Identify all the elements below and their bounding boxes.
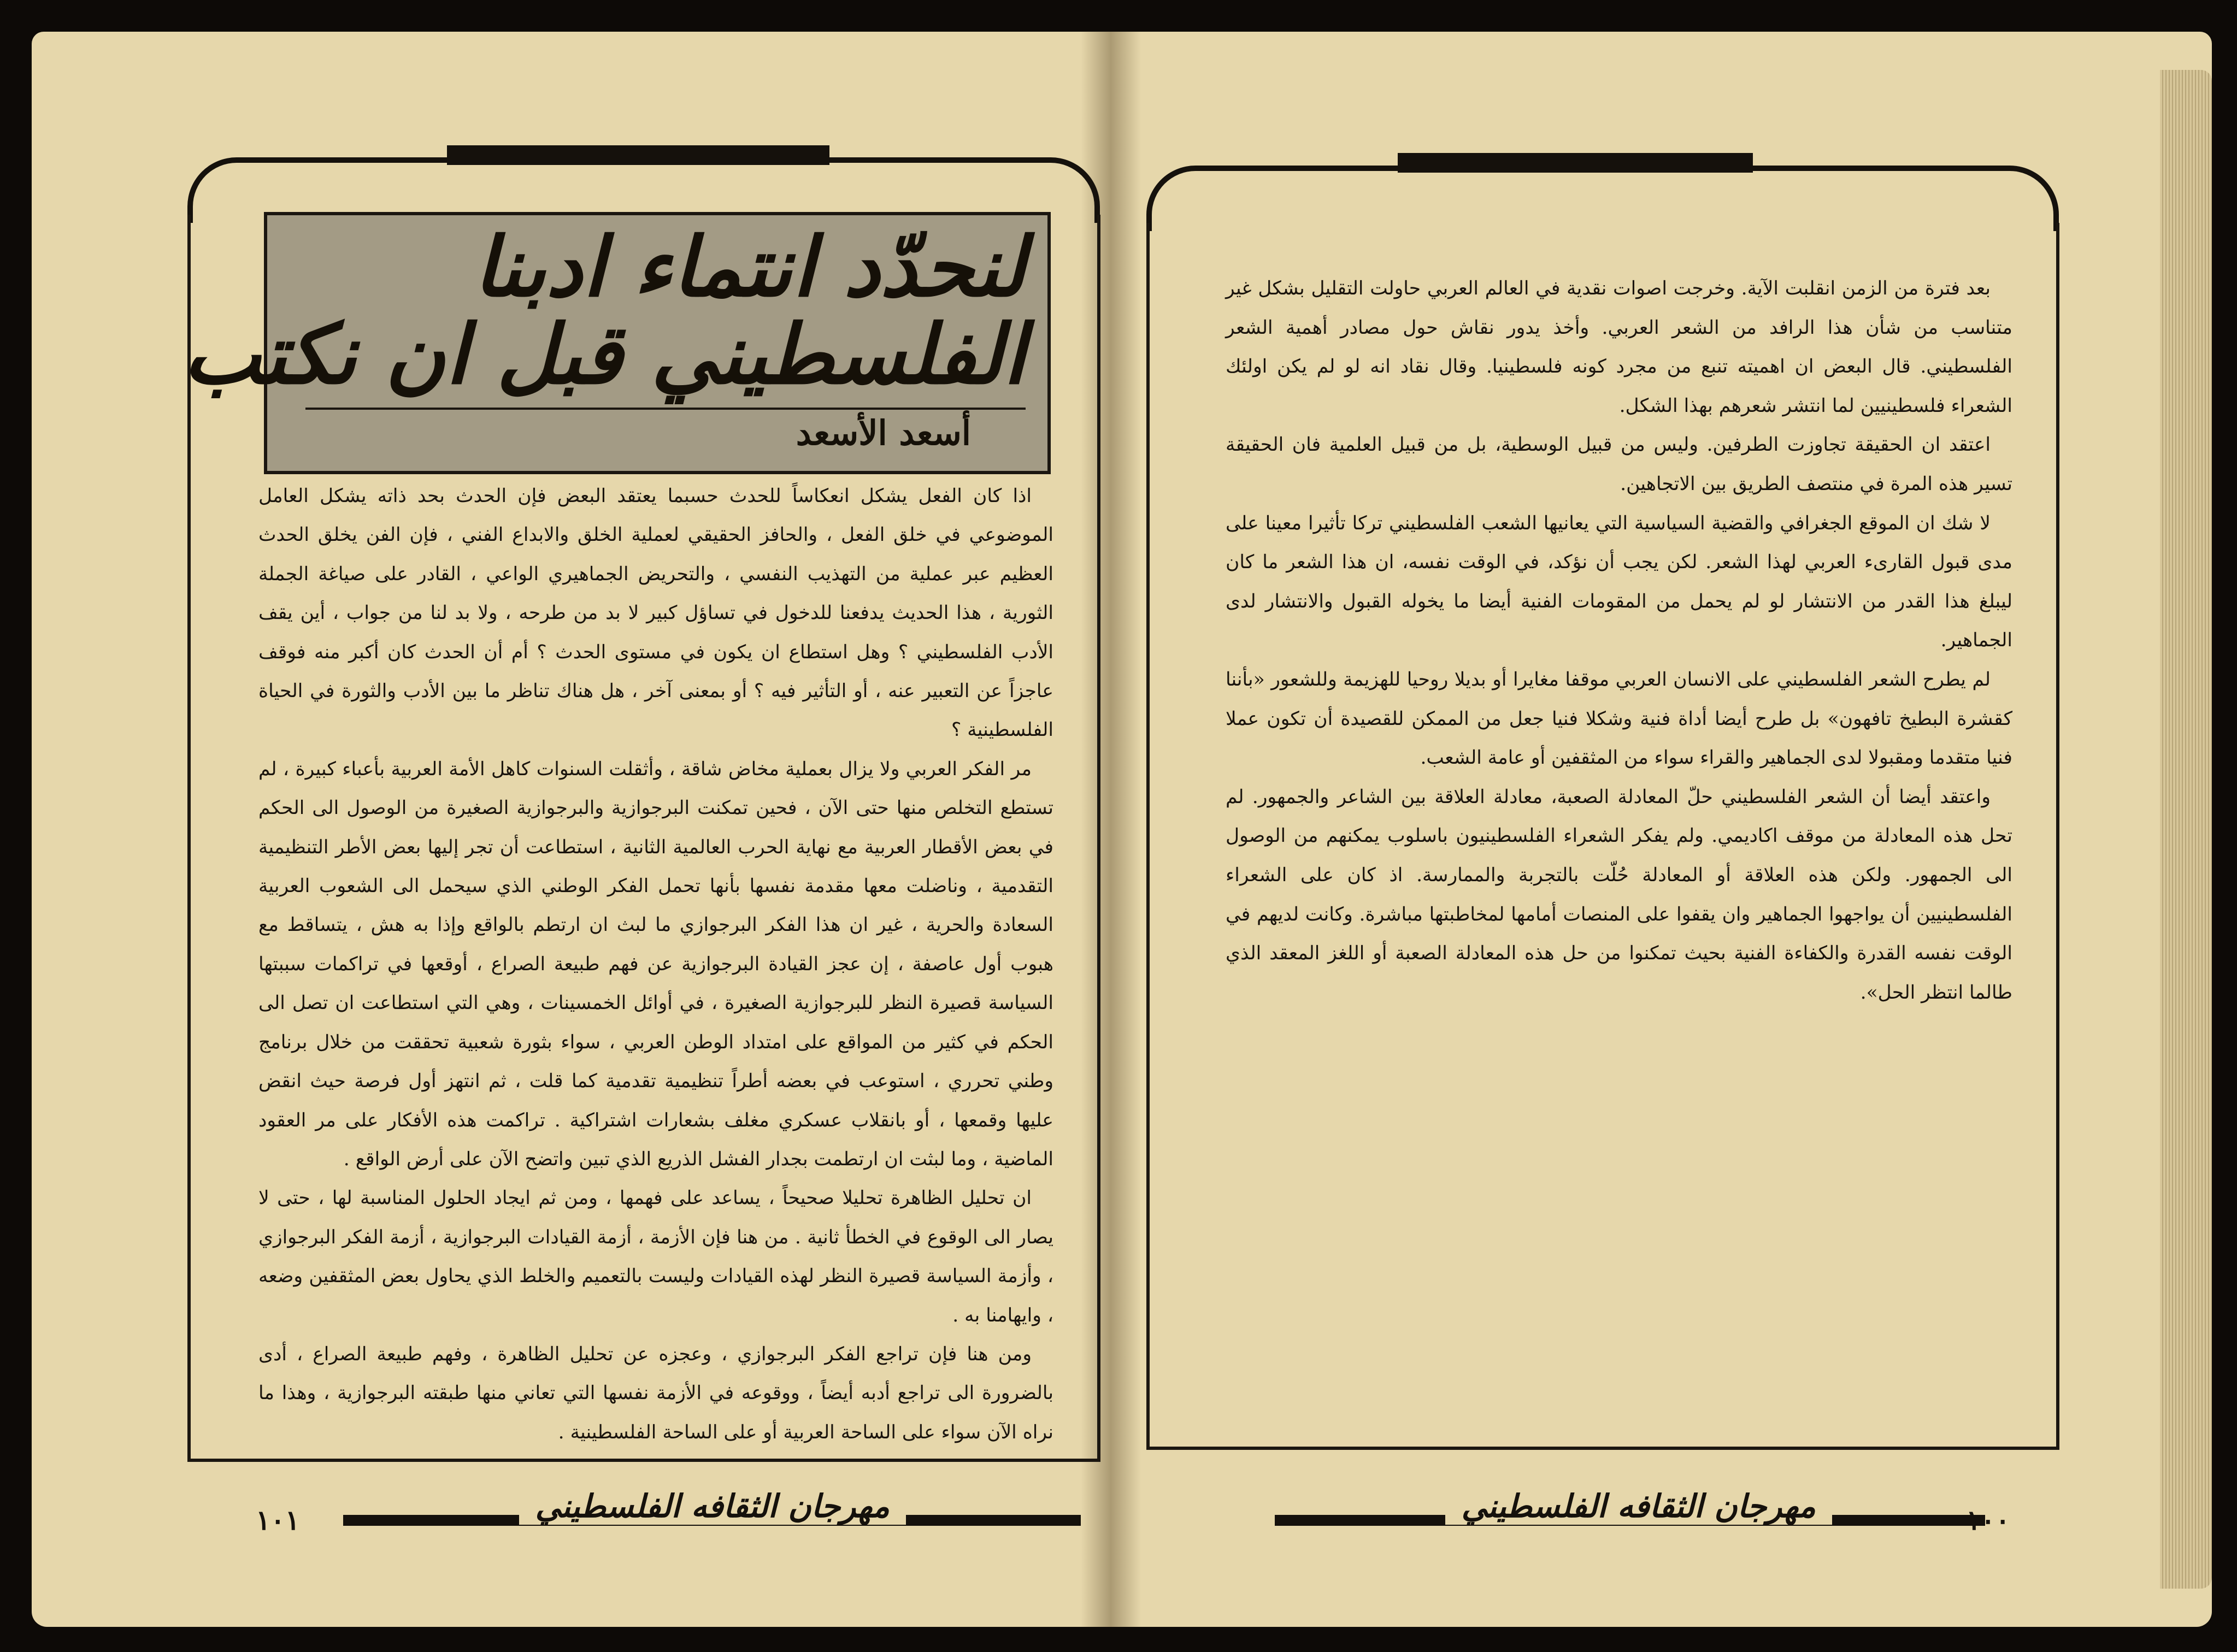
footer-festival-name: مهرجان الثقافه الفلسطيني [519,1488,906,1525]
left-paragraph: مر الفكر العربي ولا يزال بعملية مخاض شاقة ، وأثقلت السنوات كاهل الأمة العربية بأعباء كبيرة ، لم تستطع التخلص منها حتى الآن ، فحين تمكنت البرجوازية والبرجوازية الصغيرة من الوصول الى الحكم في بعض الأقطار العربية مع نهاية الحرب العالمية الثانية ، استطاعت أن تجر إليها بعض الأطر التنظيمية التقدمية ، وناضلت معها مقدمة نفسها بأنها تحمل الفكر الوطني الذي سيحمل الى الشعوب العربية السعادة والحرية ، غير ان هذا الفكر البرجوازي ما لبث ان ارتطم بالواقع وإذا به هش ، يتساقط مع هبوب أول عاصفة ، إن عجز القيادة البرجوازية عن فهم طبيعة الصراع ، أوقعها في تراكمات سببتها السياسة قصيرة النظر للبرجوازية الصغيرة ، في أوائل الخمسينات ، وهي التي استطاعت ان تصل الى الحكم في كثير من المواقع على امتداد الوطن العربي ، سواء بثورة شعبية تحققت من خلال برنامج وطني تحرري ، استوعب في بعضه أطراً تنظيمية تقدمية كما قلت ، ثم انتهز أول فرصة حيث انقض عليها وقمعها ، أو بانقلاب عسكري مغلف بشعارات اشتراكية . تراكمت هذه الأفكار على مر العقود الماضية ، وما لبثت ان ارتطمت بجدار الفشل الذريع الذي تبين واتضح الآن على أرض الواقع . [258,758,1053,1170]
open-book [32,32,2212,1627]
left-frame-corner-left [187,157,253,223]
page-edges [2160,70,2212,1589]
left-paragraph: ان تحليل الظاهرة تحليلا صحيحاً ، يساعد على فهمها ، ومن ثم ايجاد الحلول المناسبة لها ، حتى لا يصار الى الوقوع في الخطأ ثانية . من هنا فإن الأزمة ، أزمة القيادات البرجوازية ، أزمة الفكر البرجوازي ، وأزمة السياسة قصيرة النظر لهذه القيادات وليست بالتعميم والخلط الذي يحاول بعض المثقفين وضعه ، وايهامنا به . [258,1187,1053,1326]
author-rule [305,408,1026,410]
right-page [1125,32,2152,1627]
right-article-body [1226,269,2012,1012]
right-frame-corner-left [1146,166,1212,231]
right-frame-side-right [2056,223,2059,1447]
left-top-rule [245,157,1037,163]
right-paragraph: لم يطرح الشعر الفلسطيني على الانسان العربي موقفا مغايرا أو بديلا روحيا للهزيمة وللشعور «بأننا كقشرة البطيخ تافهون» بل طرح أيضا أداة فنية وشكلا فنيا جعل من الممكن للقصيدة أن تكون عملا فنيا متقدما ومقبولا لدى الجماهير والقراء سواء من المثقفين أو عامة الشعب. [1226,668,2012,769]
right-paragraph: اعتقد ان الحقيقة تجاوزت الطرفين. وليس من قبيل الوسطية، بل من قبيل العلمية فان الحقيقة تسير هذه المرة في منتصف الطريق بين الاتجاهين. [1226,434,2012,495]
right-paragraph: لا شك ان الموقع الجغرافي والقضية السياسية التي يعانيها الشعب الفلسطيني تركا تأثيرا معينا على مدى قبول القارىء العربي لهذا الشعر. لكن يجب أن نؤكد، في الوقت نفسه، ان هذا الشعر ما كان ليبلغ هذا القدر من الانتشار لو لم يحمل من المقومات الفنية أيضا ما يخوله القبول والانتشار لدى الجماهير. [1226,512,2012,652]
left-frame-side-right [1097,215,1100,1460]
page-number-left: ١٠١ [256,1504,300,1536]
right-paragraph: واعتقد أيضا أن الشعر الفلسطيني حلّ المعادلة الصعبة، معادلة العلاقة بين الشاعر والجمهور. لم تحل هذه المعادلة من موقف اكاديمي. ولم يفكر الشعراء الفلسطينيون باسلوب يمكنهم من الوصول الى الجمهور. ولكن هذه العلاقة أو المعادلة حُلّت بالتجربة والممارسة. اذ كان على الشعراء الفلسطينيين أن يواجهوا الجماهير وان يقفوا على المنصات أمامها لمخاطبتها مباشرة. وكانت لديهم في الوقت نفسه القدرة والكفاءة الفنية بحيث تمكنوا من حل هذه المعادلة الصعبة أو اللغز المعقد الذي طالما انتظر الحل». [1226,786,2012,1004]
right-top-rule [1204,166,1996,171]
right-paragraph: بعد فترة من الزمن انقلبت الآية. وخرجت اصوات نقدية في العالم العربي حاولت التقليل بشكل غير متناسب من شأن هذا الرافد من الشعر العربي. وأخذ يدور نقاش حول مصادر أهمية الشعر الفلسطيني. قال البعض ان اهميته تنبع من مجرد كونه فلسطينيا. وقال نقاد انه لو لم يكن اولئك الشعراء فلسطينيين لما انتشر شعرهم بهذا الشكل. [1226,278,2012,417]
right-frame-corner-right [1993,166,2059,231]
right-frame-bottom [1146,1447,2059,1450]
article-title-box [183,212,1051,474]
article-title-line1: لنحدّد انتماء ادبنا [473,219,1026,315]
left-paragraph: ومن هنا فإن تراجع الفكر البرجوازي ، وعجزه عن تحليل الظاهرة ، وفهم طبيعة الصراع ، أدى بالضرورة الى تراجع أدبه أيضاً ، ووقوعه في الأزمة نفسها التي تعاني منها طبقته البرجوازية ، وهذا ما نراه الآن سواء على الساحة العربية أو على الساحة الفلسطينية . [258,1343,1053,1443]
left-frame-bottom [187,1459,1100,1462]
left-footer [343,1488,1081,1537]
footer-festival-name: مهرجان الثقافه الفلسطيني [1445,1488,1832,1525]
article-title-line2: الفلسطيني قبل ان نكتب [183,306,1026,403]
left-article-body [258,477,1053,1452]
left-page [32,32,1103,1627]
left-paragraph: اذا كان الفعل يشكل انعكاساً للحدث حسبما يعتقد البعض فإن الحدث بحد ذاته يشكل العامل الموضوعي في خلق الفعل ، والحافز الحقيقي لعملية الخلق والابداع الفني ، فإن الفن يخلق الحدث العظيم عبر عملية من التهذيب النفسي ، والتحريض الجماهيري الواعي ، القادر على صياغة الجملة الثورية ، هذا الحديث يدفعنا للدخول في تساؤل كبير لا بد من طرحه ، ولا بد لنا من جواب ، أين يقف الأدب الفلسطيني ؟ وهل استطاع ان يكون في مستوى الحدث ؟ أم أن الحدث كان أكبر منه فوقف عاجزاً عن التعبير عنه ، أو التأثير فيه ؟ أو بمعنى آخر ، هل هناك تناظر ما بين الأدب والثورة في الحياة الفلسطينية ؟ [258,485,1053,741]
right-frame-side-left [1146,223,1150,1447]
article-author: أسعد الأسعد [796,413,971,453]
page-number-right: ١٠٠ [1966,1504,2010,1536]
right-footer [1275,1488,1985,1537]
